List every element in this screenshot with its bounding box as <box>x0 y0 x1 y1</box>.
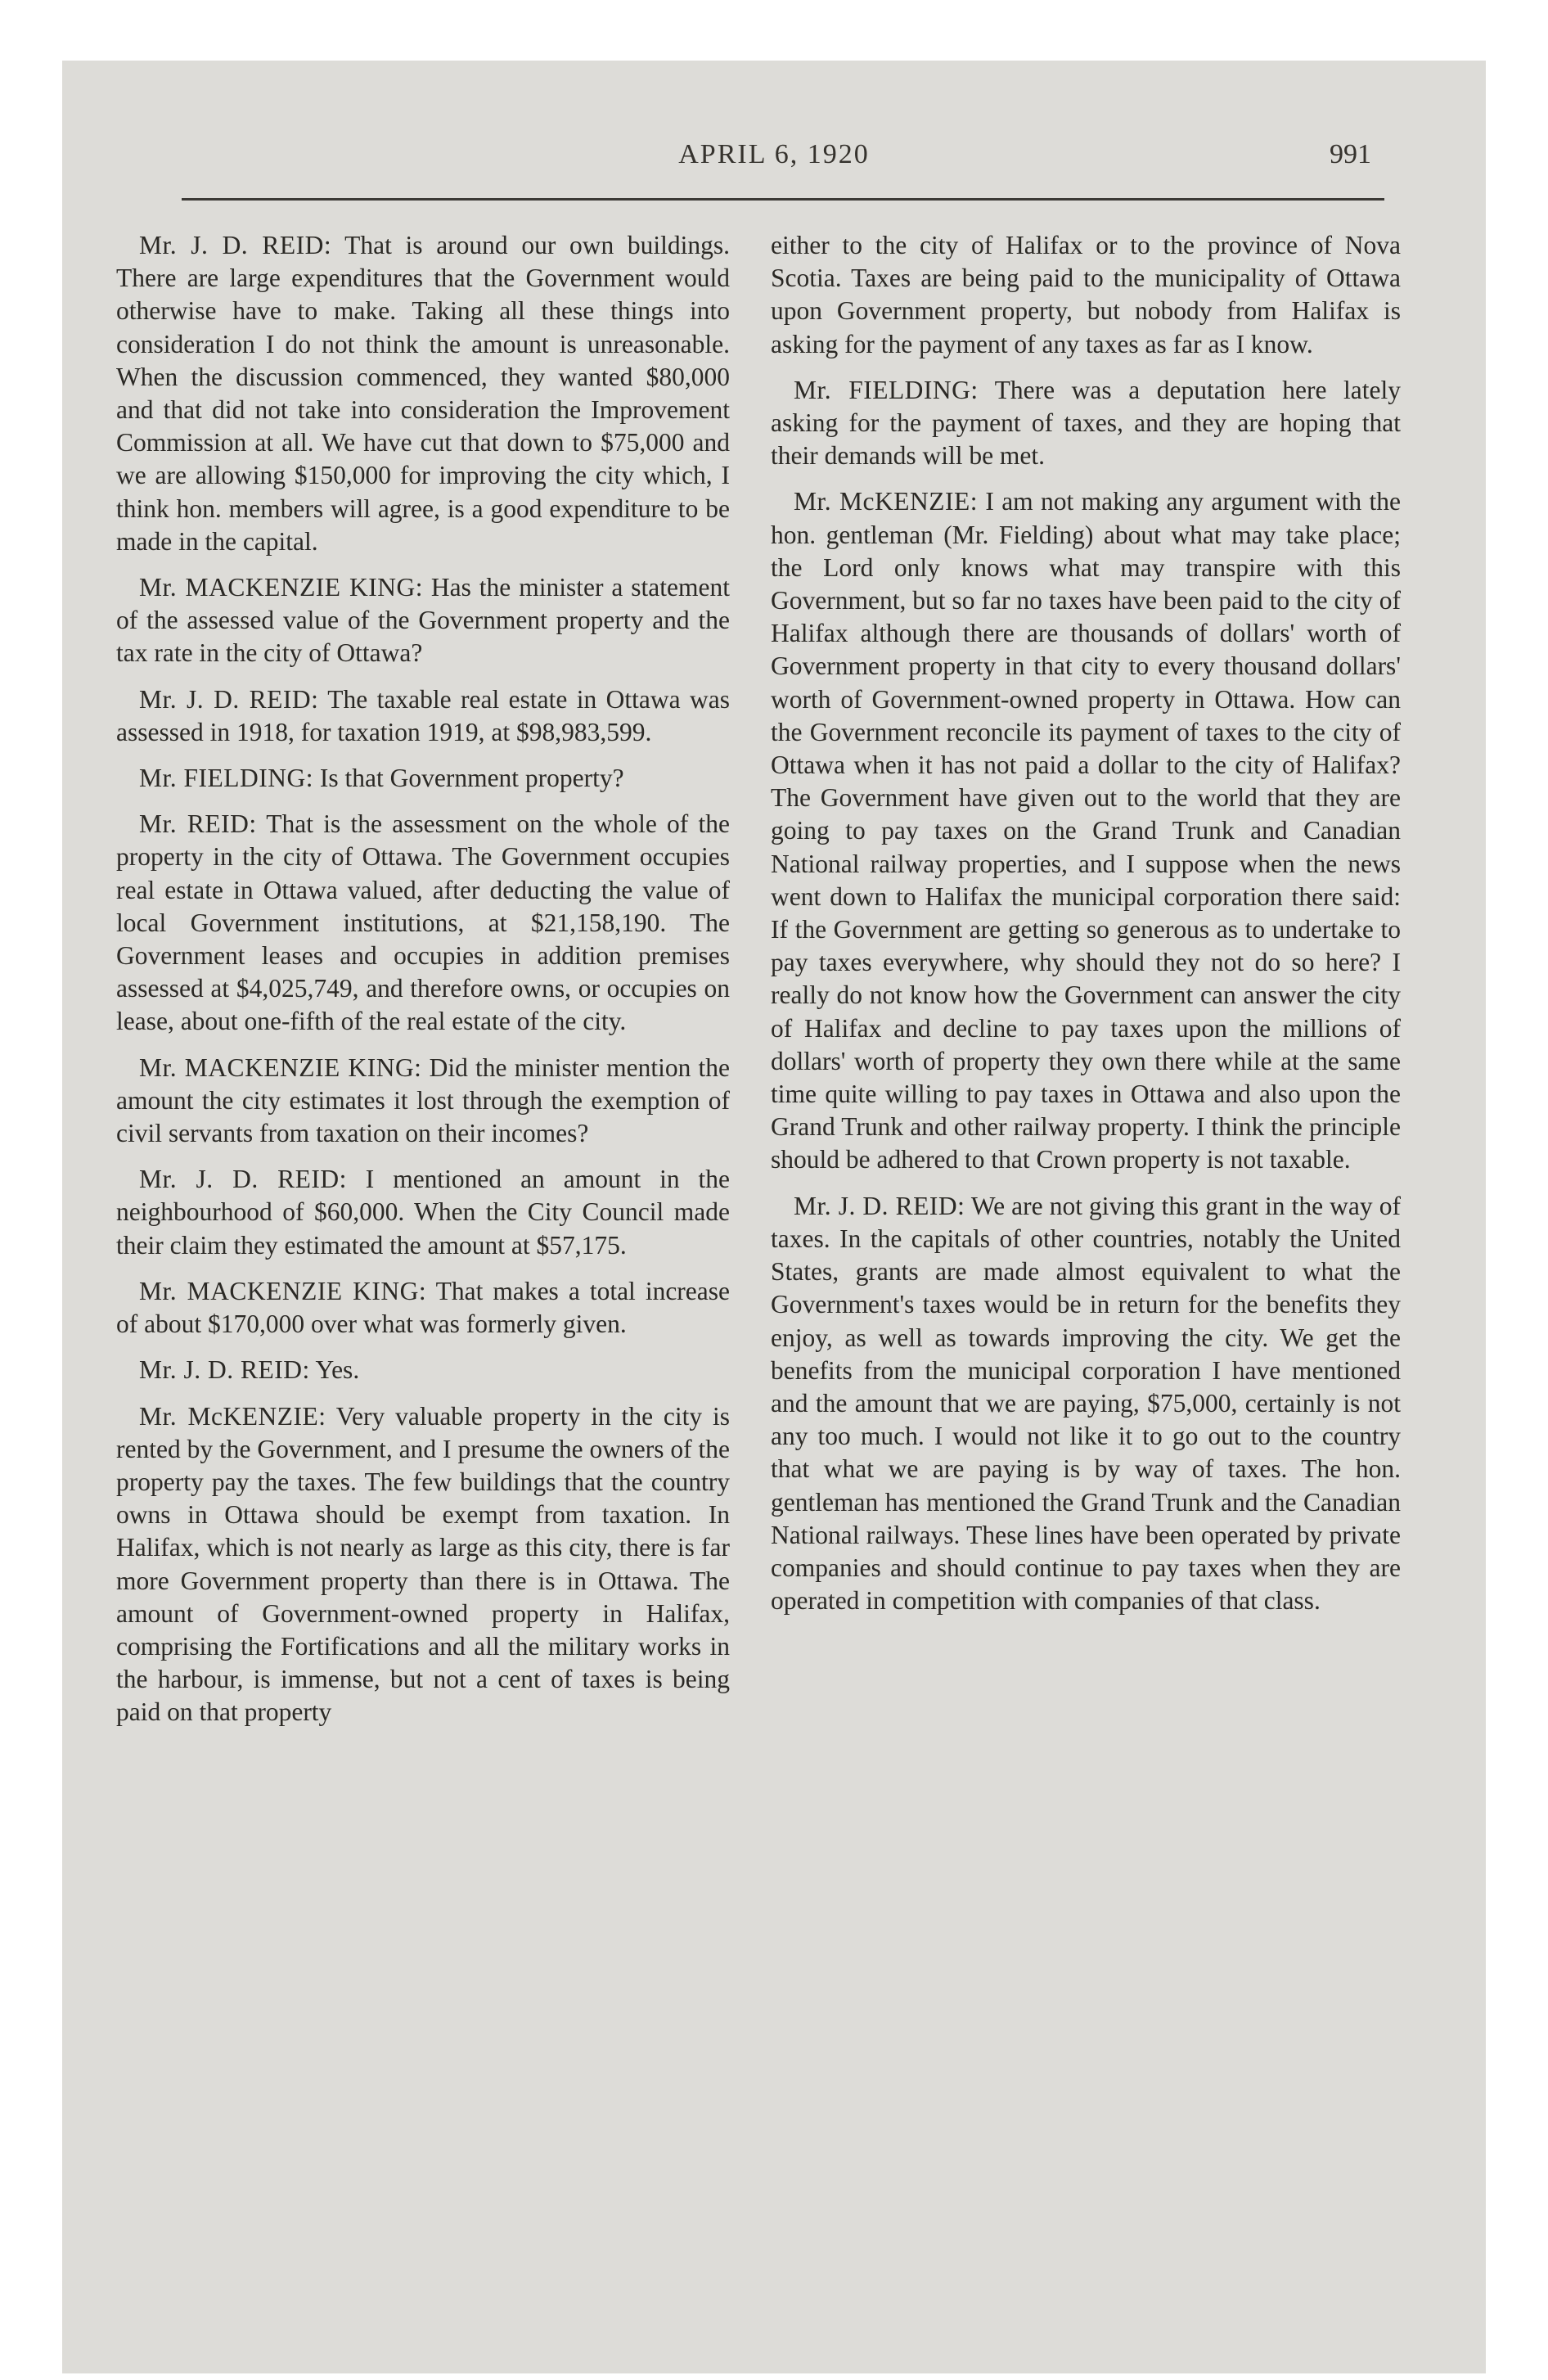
paragraph <box>116 808 730 1038</box>
speech-text: I mentioned an amount in the neighbourhood of $60,000. When the City Council made their claim they estimated the amount at $57,175. <box>116 1165 731 1260</box>
page-number: 991 <box>1330 139 1371 169</box>
paragraph <box>116 1163 730 1262</box>
paragraph <box>116 1400 730 1729</box>
speech-text: That is the assessment on the whole of the property in the city of Ottawa. The Government occupies real estate in Ottawa valued, after deducting the value of local Government institutions, at $21,158,190. The Government leases and occupies in addition premises assessed at $4,025,749, and therefore owns, or occupies on lease, about one-fifth of the real estate of the city. <box>116 809 730 1036</box>
speaker-name: Mr. FIELDING: <box>794 375 979 404</box>
speaker-name: Mr. J. D. REID: <box>794 1191 965 1220</box>
speaker-name: Mr. MACKENZIE KING: <box>139 1053 422 1082</box>
paragraph <box>116 571 730 670</box>
header-rule <box>182 198 1384 201</box>
speaker-name: Mr. McKENZIE: <box>794 487 978 516</box>
speech-text: Very valuable property in the city is rented by the Government, and I presume the owners of the property pay the taxes. The few buildings that the country owns in Ottawa should be exempt from taxation. In Halifax, which is not nearly as large as this city, there is far more Government property than there is in Ottawa. The amount of Government-owned property in Halifax, comprising the Fortifications and all the military works in the harbour, is immense, but not a cent of taxes is being paid on that property <box>116 1401 730 1727</box>
speaker-name: Mr. MACKENZIE KING: <box>139 573 423 602</box>
page-date-heading: APRIL 6, 1920 <box>678 139 870 169</box>
paragraph <box>771 374 1401 473</box>
paragraph <box>116 1354 730 1386</box>
page-header <box>62 139 1486 188</box>
paragraph <box>116 683 730 749</box>
speech-text: That is around our own buildings. There are large expenditures that the Government would otherwise have to make. Taking all these things into consideration I do not think the amount is unreasonable. When the discussion commenced, they wanted $80,000 and that did not take into consideration the Improvement Commission at all. We have cut that down to $75,000 and we are allowing $150,000 for improving the city which, I think hon. members will agree, is a good expenditure to be made in the capital. <box>116 231 730 556</box>
speech-text: Is that Government property? <box>319 764 624 793</box>
paragraph <box>116 1052 730 1151</box>
paragraph <box>771 485 1401 1176</box>
speaker-name: Mr. J. D. REID: <box>139 231 332 259</box>
left-column <box>116 229 730 1742</box>
paragraph <box>116 762 730 795</box>
speech-text: Yes. <box>315 1355 360 1385</box>
paragraph <box>771 1190 1401 1618</box>
speech-text: We are not giving this grant in the way of taxes. In the capitals of other countries, notably the United States, grants are made almost equivalent to what the Government's taxes would be in return for the benefits they enjoy, as well as towards improving the city. We get the benefits from the municipal corporation I have mentioned and the amount that we are paying, $75,000, certainly is not any too much. I would not like it to go out to the country that what we are paying is by way of taxes. The hon. gentleman has mentioned the Grand Trunk and the Canadian National railways. These lines have been operated by private companies and should continue to pay taxes when they are operated in competition with companies of that class. <box>771 1191 1401 1616</box>
speaker-name: Mr. McKENZIE: <box>139 1401 326 1431</box>
speech-text: That makes a total increase of about $170,000 over what was formerly given. <box>116 1276 730 1339</box>
document-page <box>62 61 1486 2373</box>
speaker-name: Mr. J. D. REID: <box>139 684 319 714</box>
paragraph <box>116 229 730 558</box>
speaker-name: Mr. J. D. REID: <box>139 1165 347 1194</box>
speech-text: The taxable real estate in Ottawa was assessed in 1918, for taxation 1919, at $98,983,599. <box>116 684 731 746</box>
speech-text: There was a deputation here lately asking for the payment of taxes, and they are hoping that their demands will be met. <box>771 375 1401 471</box>
right-column <box>771 229 1401 1630</box>
paragraph <box>771 229 1401 361</box>
speech-text: I am not making any argument with the hon. gentleman (Mr. Fielding) about what may take place; the Lord only knows what may transpire with this Government, but so far no taxes have been paid to the city of Halifax although there are thousands of dollars' worth of Government property in that city to every thousand dollars' worth of Government-owned property in Ottawa. How can the Government reconcile its payment of taxes to the city of Ottawa when it has not paid a dollar to the city of Halifax? The Government have given out to the world that they are going to pay taxes on the Grand Trunk and Canadian National railway properties, and I suppose when the news went down to Halifax the municipal corporation there said: If the Government are getting so generous as to undertake to pay taxes everywhere, why should they not do so here? I really do not know how the Government can answer the city of Halifax and decline to pay taxes upon the millions of dollars' worth of property they own there while at the same time quite willing to pay taxes in Ottawa and also upon the Grand Trunk and other railway property. I think the principle should be adhered to that Crown property is not taxable. <box>771 487 1402 1174</box>
speaker-name: Mr. J. D. REID: <box>139 1355 310 1385</box>
speaker-name: Mr. FIELDING: <box>139 764 313 793</box>
paragraph <box>116 1275 730 1341</box>
speech-text: either to the city of Halifax or to the province of Nova Scotia. Taxes are being paid to the municipality of Ottawa upon Government property, but nobody from Halifax is asking for the payment of any taxes as far as I know. <box>771 231 1401 358</box>
speaker-name: Mr. MACKENZIE KING: <box>139 1276 427 1305</box>
speaker-name: Mr. REID: <box>139 809 257 839</box>
speech-text: Did the minister mention the amount the city estimates it lost through the exemption of civil servants from taxation on their incomes? <box>116 1053 730 1148</box>
speech-text: Has the minister a statement of the assessed value of the Government property and the tax rate in the city of Ottawa? <box>116 573 730 668</box>
